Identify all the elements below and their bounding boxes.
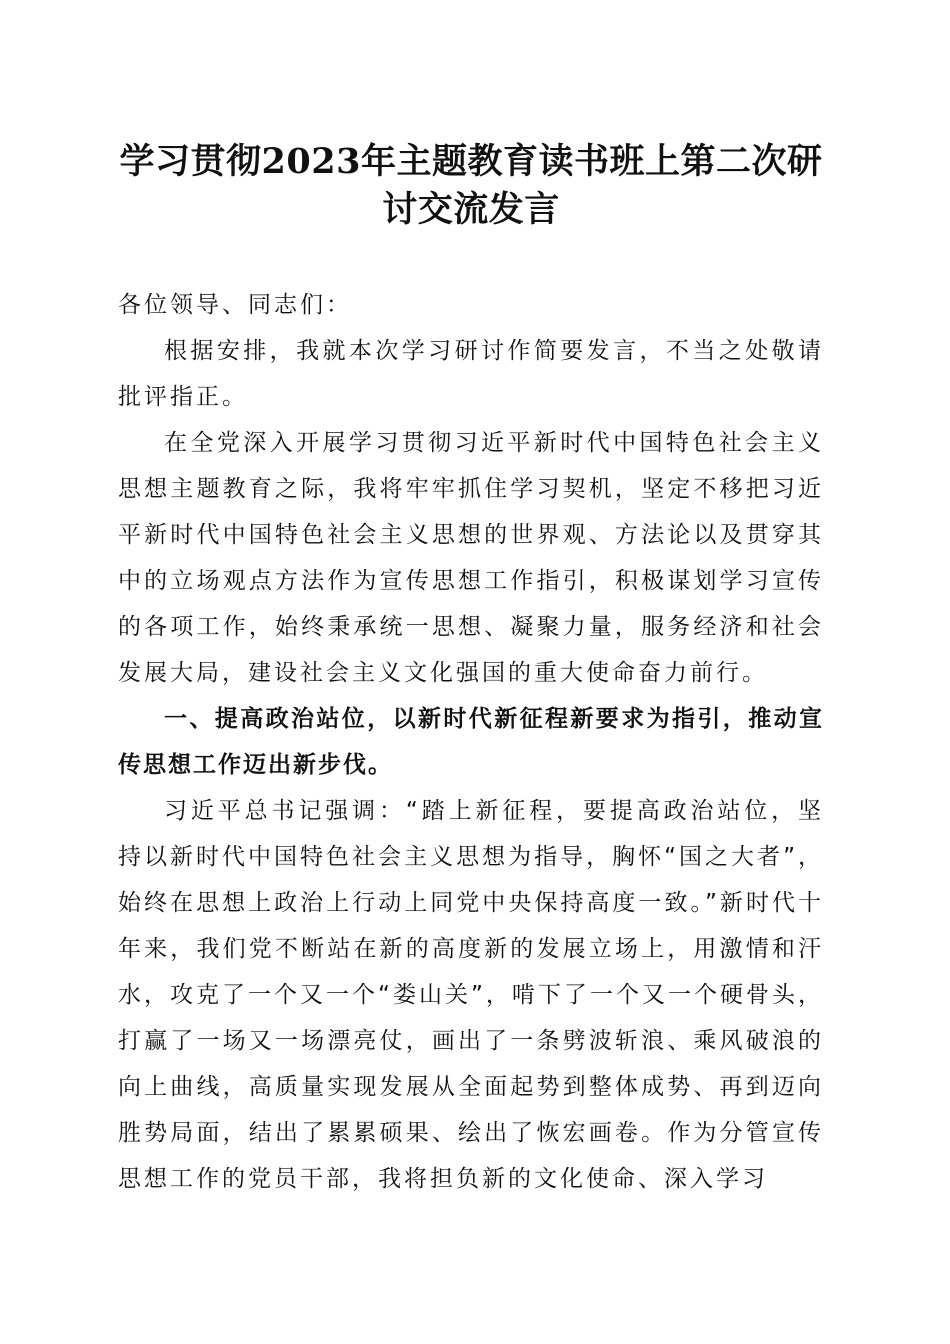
- paragraph-intro: 根据安排，我就本次学习研讨作简要发言，不当之处敬请批评指正。: [118, 338, 824, 410]
- section-1-paragraph: 习近平总书记强调：“踏上新征程，要提高政治站位，坚持以新时代中国特色社会主义思想为指导，胸怀“国之大者”，始终在思想上政治上行动上同党中央保持高度一致。”新时代十年来，我们党不断站在新的高度新的发展立场上，用激情和汗水，攻克了一个又一个“娄山关”，啃下了一个又一个硬骨头，打赢了一场又一场漂亮仗，画出了一条劈波斩浪、乘风破浪的向上曲线，高质量实现发展从全面起势到整体成势、再到迈向胜势局面，结出了累累硕果、绘出了恢宏画卷。作为分管宣传思想工作的党员干部，我将担负新的文化使命、深入学习: [118, 798, 824, 1192]
- document-title: 学习贯彻2023年主题教育读书班上第二次研讨交流发言: [119, 141, 823, 230]
- document-page: [118, 138, 824, 1202]
- section-heading-1: 一、提高政治站位，以新时代新征程新要求为指引，推动宣传思想工作迈出新步伐。: [118, 706, 824, 778]
- document-body: [118, 282, 824, 1202]
- paragraph-context: 在全党深入开展学习贯彻习近平新时代中国特色社会主义思想主题教育之际，我将牢牢抓住学习契机，坚定不移把习近平新时代中国特色社会主义思想的世界观、方法论以及贯穿其中的立场观点方法作为宣传思想工作指引，积极谋划学习宣传的各项工作，始终秉承统一思想、凝聚力量，服务经济和社会发展大局，建设社会主义文化强国的重大使命奋力前行。: [118, 430, 824, 686]
- salutation: 各位领导、同志们：: [118, 292, 352, 318]
